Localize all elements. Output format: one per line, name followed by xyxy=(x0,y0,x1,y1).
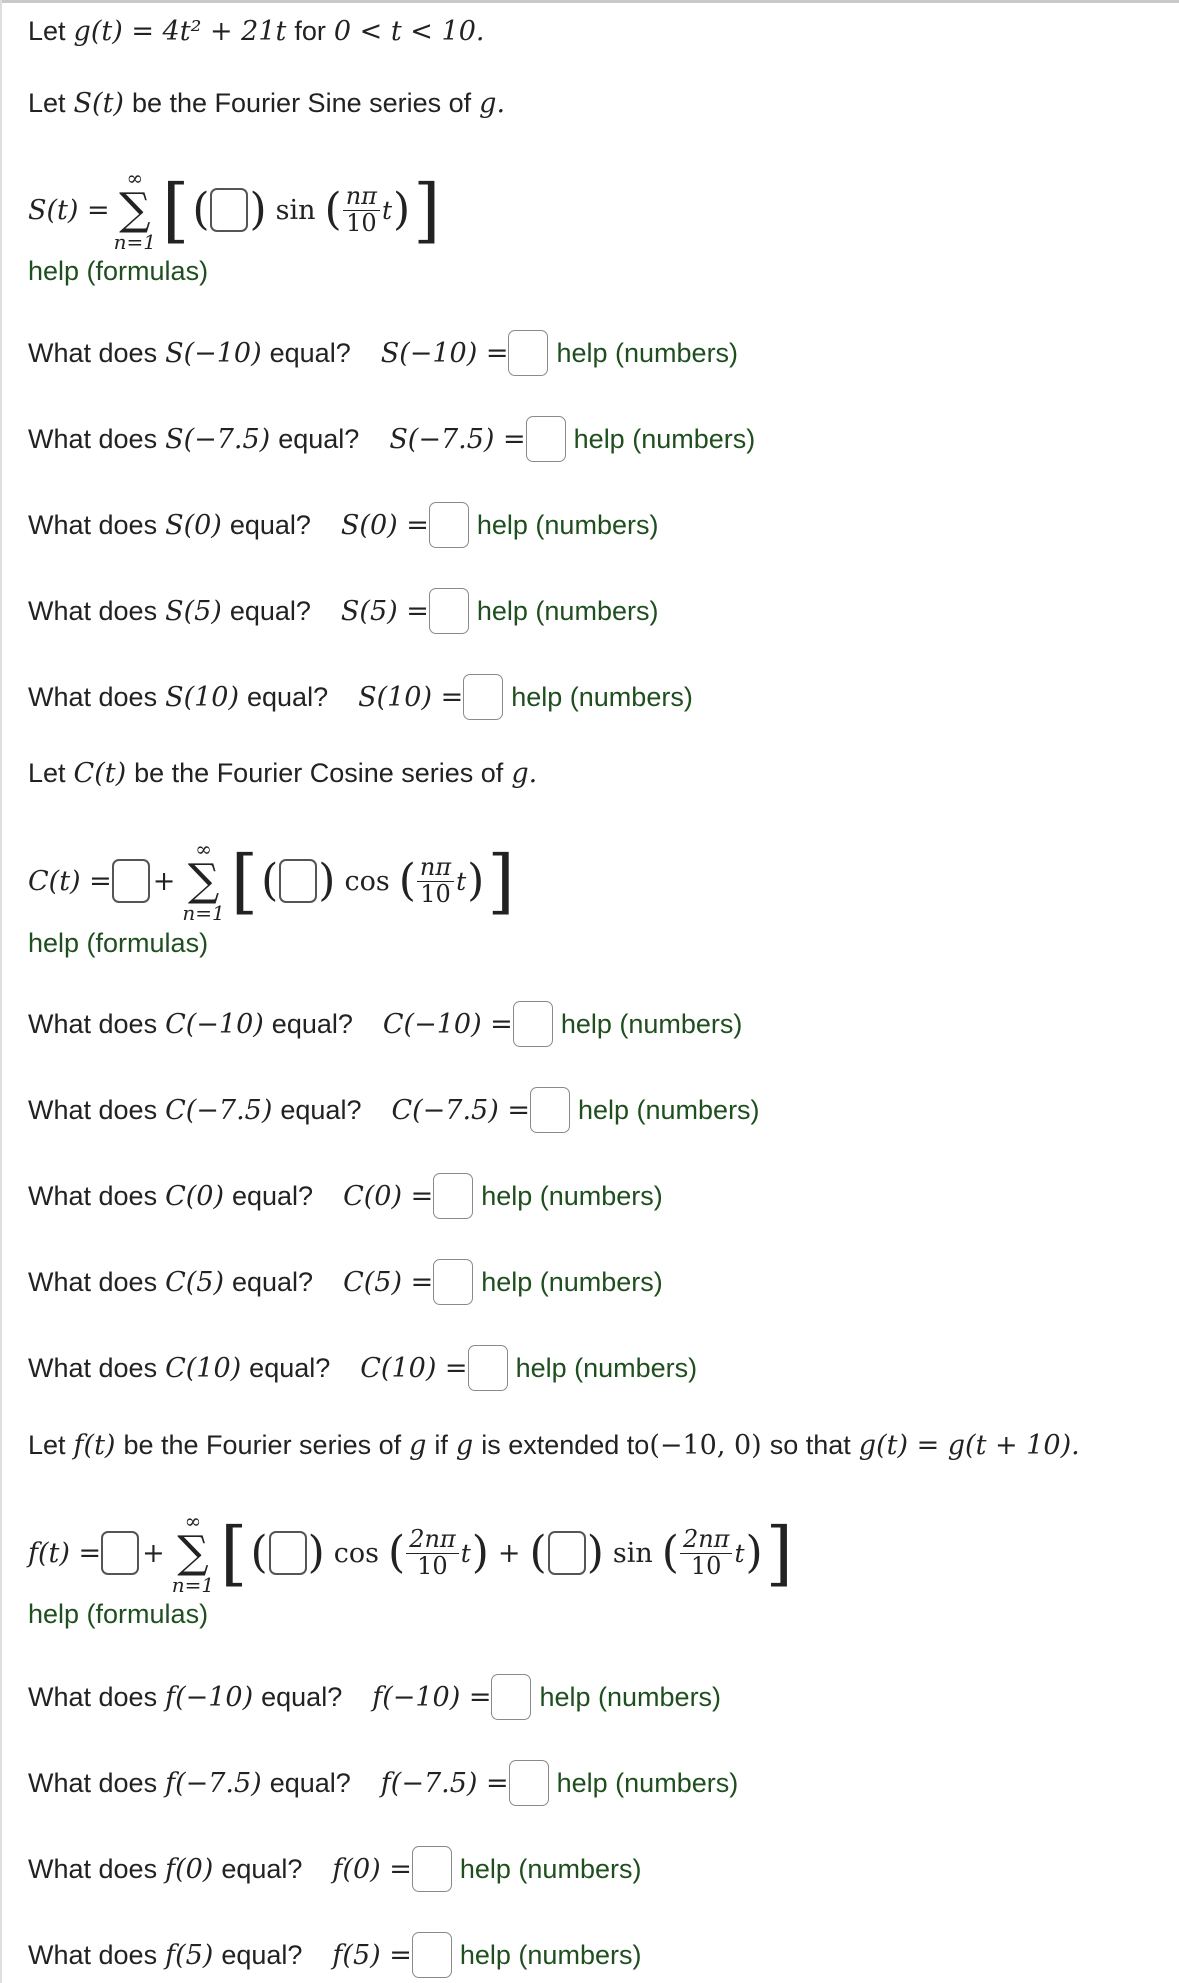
variable-t: t xyxy=(734,1538,745,1568)
left-paren-arg: ( xyxy=(388,1527,406,1578)
fourier-constant-input[interactable] xyxy=(101,1531,139,1575)
question-expression: f(5) xyxy=(165,1939,214,1971)
question-suffix: equal? xyxy=(261,1681,343,1712)
question-prefix: What does xyxy=(28,423,158,454)
right-paren: ) xyxy=(249,184,267,235)
sine-series-lhs: S(t) = xyxy=(28,194,110,226)
fraction-numerator: nπ xyxy=(417,855,454,881)
right-paren: ) xyxy=(586,1527,604,1578)
cosine-series-lhs: C(t) = xyxy=(28,865,112,897)
question-suffix: equal? xyxy=(249,1352,331,1383)
answer-input[interactable] xyxy=(526,416,566,462)
right-bracket: ] xyxy=(765,1512,793,1594)
answer-lhs: C(−7.5) = xyxy=(391,1094,530,1126)
sin-argument-fraction xyxy=(680,1527,733,1578)
cosine-series-formula xyxy=(28,831,517,931)
cosine-function: cos xyxy=(333,1537,380,1569)
help-numbers-link[interactable]: help (numbers) xyxy=(459,1939,642,1970)
intro-function-definition xyxy=(28,10,484,52)
help-numbers-link[interactable]: help (numbers) xyxy=(511,681,693,712)
help-numbers-link[interactable]: help (numbers) xyxy=(560,1008,743,1039)
answer-lhs: f(0) = xyxy=(332,1853,412,1885)
question-suffix: equal? xyxy=(221,1939,303,1970)
answer-lhs: S(10) = xyxy=(358,681,464,713)
answer-input[interactable] xyxy=(433,1259,473,1305)
sum-upper-limit: ∞ xyxy=(195,837,212,861)
help-numbers-link[interactable]: help (numbers) xyxy=(476,595,659,626)
left-border xyxy=(0,0,2,1983)
summation-symbol xyxy=(172,1511,214,1595)
variable-t: t xyxy=(456,866,467,896)
answer-lhs: C(−10) = xyxy=(382,1008,513,1040)
question-expression: S(−7.5) xyxy=(165,423,271,455)
question-row xyxy=(28,1257,663,1307)
cosine-series-symbol: C(t) xyxy=(73,757,127,789)
intro-let: Let xyxy=(28,15,66,46)
right-paren: ) xyxy=(307,1527,325,1578)
question-expression: C(5) xyxy=(165,1266,224,1298)
left-bracket: [ xyxy=(230,840,259,922)
question-suffix: equal? xyxy=(280,1094,362,1125)
question-prefix: What does xyxy=(28,509,158,540)
cosine-constant-input[interactable] xyxy=(112,859,150,903)
fraction-denominator: 10 xyxy=(420,879,451,908)
answer-lhs: S(−10) = xyxy=(380,337,509,369)
question-suffix: equal? xyxy=(221,1853,303,1884)
sine-help-formulas-link[interactable]: help (formulas) xyxy=(28,256,209,286)
question-expression: f(0) xyxy=(165,1853,214,1885)
answer-input[interactable] xyxy=(491,1674,531,1720)
question-suffix: equal? xyxy=(229,509,311,540)
summation-symbol xyxy=(114,168,156,252)
right-paren-arg: ) xyxy=(471,1527,489,1578)
summation-symbol xyxy=(182,839,224,923)
sine-series-var: g. xyxy=(479,87,506,119)
question-row xyxy=(28,500,658,550)
left-bracket: [ xyxy=(162,169,190,251)
answer-input[interactable] xyxy=(530,1087,570,1133)
answer-input[interactable] xyxy=(433,1173,473,1219)
sine-function: sin xyxy=(275,194,316,226)
question-expression: f(−10) xyxy=(165,1681,254,1713)
fraction-numerator: 2nπ xyxy=(406,1527,459,1553)
help-numbers-link[interactable]: help (numbers) xyxy=(481,1266,663,1297)
sum-upper-limit: ∞ xyxy=(184,1509,202,1533)
question-expression: C(0) xyxy=(165,1180,224,1212)
question-row xyxy=(28,586,658,636)
sine-series-symbol: S(t) xyxy=(73,87,124,119)
right-paren-arg: ) xyxy=(745,1527,763,1578)
answer-lhs: f(5) = xyxy=(332,1939,412,1971)
intro-let-s: Let xyxy=(28,87,66,118)
question-suffix: equal? xyxy=(269,337,351,368)
fourier-so-that: so that xyxy=(769,1429,851,1460)
intro-fourier-series-statement xyxy=(28,1424,1080,1466)
plus-sign-inner: + xyxy=(497,1537,521,1569)
answer-lhs: S(0) = xyxy=(340,509,429,541)
question-row xyxy=(28,999,742,1049)
domain-range: 0 < t < 10. xyxy=(333,15,485,47)
left-paren: ( xyxy=(529,1527,547,1578)
question-prefix: What does xyxy=(28,1767,158,1798)
sigma-icon: ∑ xyxy=(177,1527,209,1578)
question-expression: f(−7.5) xyxy=(165,1767,262,1799)
variable-t: t xyxy=(460,1538,471,1568)
right-paren-arg: ) xyxy=(393,184,411,235)
fourier-description: be the Fourier series of xyxy=(123,1429,402,1460)
fourier-extended: is extended to xyxy=(481,1429,650,1460)
fraction-denominator: 10 xyxy=(417,1551,448,1580)
sigma-icon: ∑ xyxy=(187,855,220,906)
help-numbers-link[interactable]: help (numbers) xyxy=(556,1767,739,1798)
answer-input[interactable] xyxy=(412,1932,452,1978)
answer-input[interactable] xyxy=(508,330,548,376)
answer-lhs: C(5) = xyxy=(343,1266,434,1298)
cosine-series-var: g. xyxy=(511,757,538,789)
help-numbers-link[interactable]: help (numbers) xyxy=(481,1180,663,1211)
left-paren-arg: ( xyxy=(398,855,416,906)
answer-lhs: f(−10) = xyxy=(372,1681,492,1713)
answer-input[interactable] xyxy=(513,1001,553,1047)
plus-sign: + xyxy=(142,1537,165,1569)
question-suffix: equal? xyxy=(278,423,360,454)
question-prefix: What does xyxy=(28,337,158,368)
sine-series-description: be the Fourier Sine series of xyxy=(131,87,472,118)
question-suffix: equal? xyxy=(231,1180,314,1211)
fourier-interval: (−10, 0) xyxy=(649,1429,762,1461)
question-prefix: What does xyxy=(28,1008,158,1039)
question-expression: C(10) xyxy=(165,1352,242,1384)
left-paren-arg: ( xyxy=(324,184,342,235)
intro-for: for xyxy=(294,15,326,46)
sigma-icon: ∑ xyxy=(119,184,151,235)
intro-cosine-series-statement xyxy=(28,752,537,794)
help-numbers-link[interactable]: help (numbers) xyxy=(459,1853,642,1884)
answer-input[interactable] xyxy=(429,588,469,634)
sum-lower-limit: n=1 xyxy=(182,901,225,925)
left-paren: ( xyxy=(192,184,210,235)
answer-input[interactable] xyxy=(509,1760,549,1806)
answer-lhs: S(5) = xyxy=(340,595,429,627)
answer-input[interactable] xyxy=(412,1846,452,1892)
question-suffix: equal? xyxy=(271,1008,353,1039)
sine-series-formula xyxy=(28,160,442,260)
question-prefix: What does xyxy=(28,1853,158,1884)
help-numbers-link[interactable]: help (numbers) xyxy=(577,1094,760,1125)
question-row xyxy=(28,1930,641,1980)
right-bracket: ] xyxy=(487,840,515,922)
question-row xyxy=(28,1758,738,1808)
help-numbers-link[interactable]: help (numbers) xyxy=(573,423,756,454)
question-row xyxy=(28,1171,663,1221)
question-row xyxy=(28,328,738,378)
cosine-coefficient-input[interactable] xyxy=(279,859,317,903)
question-row xyxy=(28,1343,697,1393)
cosine-series-description: be the Fourier Cosine series of xyxy=(134,757,504,788)
question-prefix: What does xyxy=(28,1352,158,1383)
fraction-denominator: 10 xyxy=(690,1551,722,1580)
right-bracket: ] xyxy=(413,169,441,251)
fraction-denominator: 10 xyxy=(346,208,377,237)
answer-lhs: C(10) = xyxy=(360,1352,468,1384)
help-numbers-link[interactable]: help (numbers) xyxy=(476,509,659,540)
question-row xyxy=(28,672,693,722)
cosine-function: cos xyxy=(344,865,390,897)
cos-argument-fraction xyxy=(406,1527,459,1578)
sum-lower-limit: n=1 xyxy=(113,230,156,254)
help-numbers-link[interactable]: help (numbers) xyxy=(515,1352,698,1383)
question-row xyxy=(28,1085,760,1135)
fourier-series-symbol: f(t) xyxy=(73,1429,116,1461)
intro-let-c: Let xyxy=(28,757,66,788)
question-prefix: What does xyxy=(28,1681,158,1712)
cosine-argument-fraction xyxy=(417,855,454,906)
question-expression: C(−10) xyxy=(165,1008,264,1040)
question-expression: S(0) xyxy=(165,509,222,541)
function-g-definition: g(t) = 4t² + 21t xyxy=(73,15,287,47)
intro-let-f: Let xyxy=(28,1429,66,1460)
variable-t: t xyxy=(381,195,392,225)
question-prefix: What does xyxy=(28,681,158,712)
cosine-help-formulas-link[interactable]: help (formulas) xyxy=(28,928,209,958)
question-suffix: equal? xyxy=(269,1767,351,1798)
help-numbers-link[interactable]: help (numbers) xyxy=(539,1681,722,1712)
question-expression: S(10) xyxy=(165,681,239,713)
question-expression: S(−10) xyxy=(165,337,262,369)
fourier-if: if xyxy=(434,1429,448,1460)
fraction-numerator: 2nπ xyxy=(680,1527,733,1553)
fourier-series-lhs: f(t) = xyxy=(28,1537,102,1569)
question-expression: S(5) xyxy=(165,595,222,627)
question-prefix: What does xyxy=(28,1094,158,1125)
sine-function: sin xyxy=(612,1537,653,1569)
fourier-cos-coefficient-input[interactable] xyxy=(269,1531,307,1575)
question-row xyxy=(28,1672,721,1722)
question-expression: C(−7.5) xyxy=(165,1094,273,1126)
question-prefix: What does xyxy=(28,1266,158,1297)
fourier-help-formulas-link[interactable]: help (formulas) xyxy=(28,1599,209,1629)
question-suffix: equal? xyxy=(231,1266,314,1297)
question-prefix: What does xyxy=(28,1939,158,1970)
answer-lhs: f(−7.5) = xyxy=(380,1767,509,1799)
fourier-var-g2: g xyxy=(455,1429,474,1461)
answer-input[interactable] xyxy=(468,1345,508,1391)
question-row xyxy=(28,414,755,464)
right-paren: ) xyxy=(318,855,336,906)
left-paren: ( xyxy=(250,1527,268,1578)
question-suffix: equal? xyxy=(229,595,311,626)
plus-sign: + xyxy=(152,865,176,897)
answer-input[interactable] xyxy=(463,674,503,720)
fourier-periodic-condition: g(t) = g(t + 10). xyxy=(858,1429,1080,1461)
help-numbers-link[interactable]: help (numbers) xyxy=(556,337,739,368)
sum-lower-limit: n=1 xyxy=(171,1573,215,1597)
answer-lhs: C(0) = xyxy=(343,1180,434,1212)
fourier-sin-coefficient-input[interactable] xyxy=(548,1531,586,1575)
question-suffix: equal? xyxy=(247,681,329,712)
right-paren-arg: ) xyxy=(467,855,485,906)
sine-argument-fraction xyxy=(343,184,380,235)
sum-upper-limit: ∞ xyxy=(126,166,144,190)
left-paren: ( xyxy=(261,855,279,906)
sine-coefficient-input[interactable] xyxy=(210,188,248,232)
answer-input[interactable] xyxy=(429,502,469,548)
answer-lhs: S(−7.5) = xyxy=(389,423,526,455)
question-prefix: What does xyxy=(28,1180,158,1211)
question-prefix: What does xyxy=(28,595,158,626)
fourier-series-formula xyxy=(28,1503,795,1603)
intro-sine-series-statement xyxy=(28,82,505,124)
fourier-var-g: g xyxy=(409,1429,427,1461)
top-border xyxy=(0,0,1179,3)
left-paren-arg: ( xyxy=(661,1527,679,1578)
question-row xyxy=(28,1844,641,1894)
fraction-numerator: nπ xyxy=(343,184,380,210)
left-bracket: [ xyxy=(220,1512,248,1594)
